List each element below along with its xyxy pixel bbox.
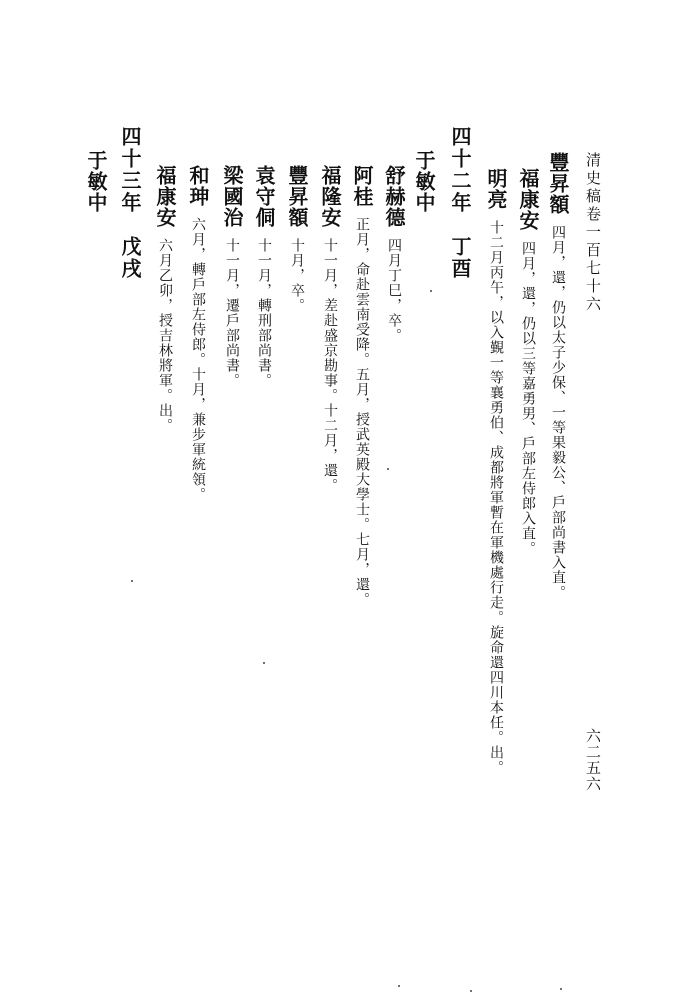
entry-agui — [352, 165, 372, 607]
official-note: 四月，還，仍以太子少保、一等果毅公、戶部尚書入直。 — [550, 225, 566, 600]
entry-lianggguozhi — [222, 165, 242, 388]
official-name: 阿桂 — [350, 165, 374, 207]
entry-heshen — [188, 165, 208, 502]
entry-shuhede — [384, 165, 404, 343]
scan-speck — [430, 290, 432, 292]
entry-mingliang — [486, 168, 506, 775]
scan-speck — [387, 468, 389, 470]
scan-speck — [398, 985, 400, 987]
official-note: 正月，命赴雲南受降。五月，授武英殿大學士。七月，還。 — [354, 217, 370, 607]
scan-speck — [560, 988, 562, 990]
entry-yuminzhong-43 — [86, 150, 106, 213]
official-name: 福隆安 — [318, 165, 342, 228]
official-note: 十一月，差赴盛京勘事。十二月，還。 — [322, 238, 338, 493]
official-note: 十一月，遷戶部尚書。 — [224, 238, 240, 388]
official-name: 舒赫德 — [382, 165, 406, 228]
entry-fukangan-1 — [518, 168, 538, 556]
official-name: 福康安 — [153, 165, 177, 228]
scan-speck — [470, 990, 472, 992]
ganzhi-label: 戊戌 — [118, 236, 142, 280]
official-note: 六月乙卯，授吉林將軍。出。 — [157, 238, 173, 433]
scan-speck — [263, 662, 265, 664]
entry-yuminzhong-42 — [414, 150, 434, 213]
entry-yuanshoutong — [254, 165, 274, 388]
official-note: 四月，還，仍以三等嘉勇男、戶部左侍郎入直。 — [520, 241, 536, 556]
official-name: 袁守侗 — [252, 165, 276, 228]
official-note: 十月，卒。 — [289, 238, 305, 313]
official-note: 十二月丙午，以入覲一等襄勇伯、成都將軍暫在軍機處行走。旋命還四川本任。出。 — [488, 220, 504, 775]
ganzhi-label: 丁酉 — [448, 236, 472, 280]
official-note: 四月丁巳，卒。 — [386, 238, 402, 343]
entry-fukangan-2 — [155, 165, 175, 433]
official-name: 于敏中 — [84, 150, 108, 213]
year-heading-43 — [120, 126, 140, 280]
entry-fulongan — [320, 165, 340, 493]
running-header: 清史稿卷一百七十六 — [584, 152, 602, 314]
official-name: 和珅 — [186, 165, 210, 207]
official-name: 梁國治 — [220, 165, 244, 228]
official-note: 六月，轉戶部左侍郎。十月，兼步軍統領。 — [190, 217, 206, 502]
official-name: 豐昇額 — [285, 165, 309, 228]
page-number: 六二五六 — [584, 728, 602, 792]
scan-speck — [131, 580, 133, 582]
official-name: 于敏中 — [412, 150, 436, 213]
year-label: 四十三年 — [118, 126, 142, 214]
entry-fengshenge-2 — [287, 165, 307, 313]
official-name: 福康安 — [516, 168, 540, 231]
year-heading-42 — [450, 126, 470, 280]
official-note: 十一月，轉刑部尚書。 — [256, 238, 272, 388]
year-label: 四十二年 — [448, 126, 472, 214]
official-name: 豐昇額 — [546, 152, 570, 215]
official-name: 明亮 — [484, 168, 508, 210]
entry-fengshenge-1 — [548, 152, 568, 600]
